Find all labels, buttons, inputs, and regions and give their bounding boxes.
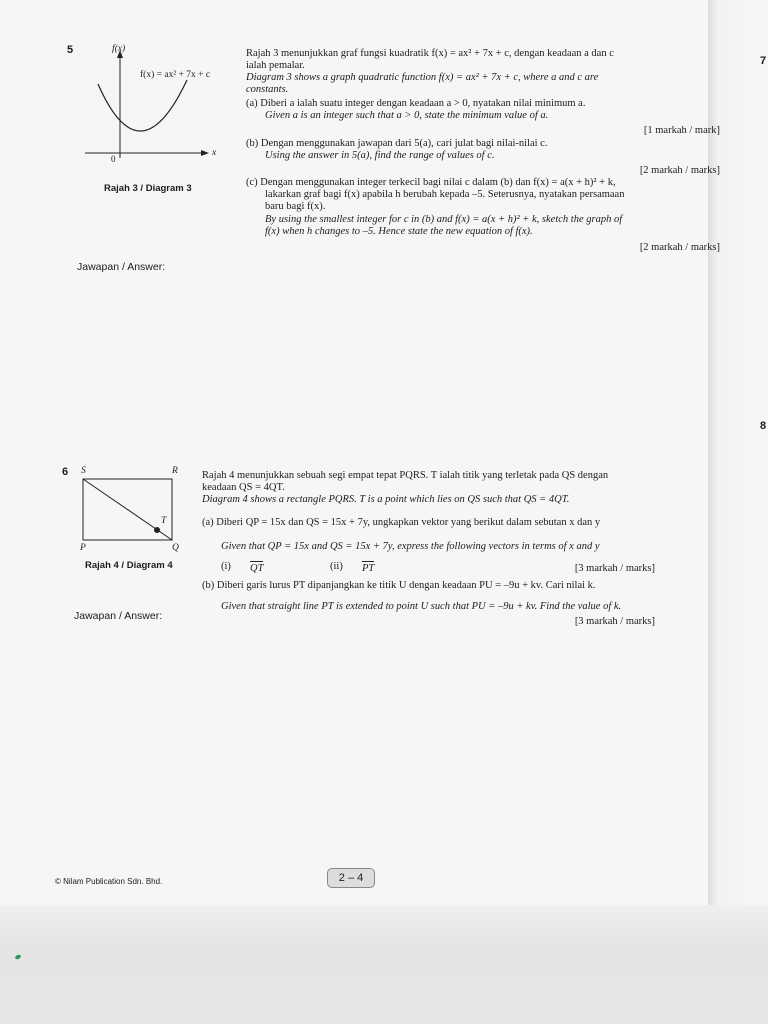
point-t-label: T — [161, 516, 167, 526]
diagram-caption: Rajah 4 / Diagram 4 — [85, 560, 173, 571]
quadratic-graph-diagram — [80, 40, 230, 170]
q5c-ms-1: (c) Dengan menggunakan integer terkecil bagi nilai c dalam (b) dan f(x) = a(x + h)² + k, — [246, 177, 616, 188]
scan-shadow — [0, 905, 768, 1024]
q6b-marks: [3 markah / marks] — [574, 616, 655, 627]
origin-label: 0 — [111, 154, 116, 164]
q5c-ms-2: lakarkan graf bagi f(x) apabila h berubah kepada –5. Seterusnya, nyatakan persamaan — [265, 189, 625, 200]
q6a-marks: [3 markah / marks] — [574, 563, 655, 574]
q6a-ms: (a) Diberi QP = 15x dan QS = 15x + 7y, ungkapkan vektor yang berikut dalam sebutan x dan y — [202, 517, 601, 528]
q6-intro-en: Diagram 4 shows a rectangle PQRS. T is a point which lies on QS such that QS = 4QT. — [202, 494, 570, 505]
q6b-ms: (b) Diberi garis lurus PT dipanjangkan ke titik U dengan keadaan PU = –9u + kv. Cari nilai k. — [202, 580, 596, 591]
q5a-en: Given a is an integer such that a > 0, state the minimum value of a. — [265, 110, 549, 121]
graph-equation-label: f(x) = ax² + 7x + c — [140, 70, 211, 80]
q6b-en: Given that straight line PT is extended to point U such that PU = –9u + kv. Find the value of k. — [221, 601, 622, 612]
q5b-ms: (b) Dengan menggunakan jawapan dari 5(a), cari julat bagi nilai-nilai c. — [246, 138, 548, 149]
point-t — [154, 527, 160, 533]
answer-label: Jawapan / Answer: — [74, 610, 163, 622]
vertex-p-label: P — [80, 543, 86, 553]
q6-intro-ms-1: Rajah 4 menunjukkan sebuah segi empat tepat PQRS. T ialah titik yang terletak pada QS dengan — [202, 470, 609, 481]
vertex-r-label: R — [172, 466, 178, 476]
q5-intro-en-2: constants. — [246, 84, 289, 95]
q5a-marks: [1 markah / mark] — [643, 125, 720, 136]
x-axis-arrow — [201, 150, 209, 156]
rectangle-pqrs-diagram — [80, 476, 180, 546]
q6a-part-i-vector: QT — [250, 563, 264, 574]
diagram-caption: Rajah 3 / Diagram 3 — [104, 183, 192, 194]
q5-intro-ms-1: Rajah 3 menunjukkan graf fungsi kuadratik f(x) = ax² + 7x + c, dengan keadaan a dan c — [246, 48, 614, 59]
q6-intro-ms-2: keadaan QS = 4QT. — [202, 482, 285, 493]
q5c-marks: [2 markah / marks] — [639, 242, 720, 253]
q6a-part-i-label: (i) — [221, 561, 231, 572]
adjacent-page-number: 8 — [760, 420, 767, 432]
parabola-curve — [98, 80, 187, 131]
q5c-en-1: By using the smallest integer for c in (b) and f(x) = a(x + h)² + k, sketch the graph of — [265, 214, 623, 225]
q5c-en-2: f(x) when h changes to –5. Hence state the new equation of f(x). — [265, 226, 533, 237]
q5-intro-ms-2: ialah pemalar. — [246, 60, 305, 71]
q5-intro-en-1: Diagram 3 shows a graph quadratic function f(x) = ax² + 7x + c, where a and c are — [246, 72, 599, 83]
answer-label: Jawapan / Answer: — [77, 261, 166, 273]
question-number: 6 — [62, 466, 69, 478]
y-axis-label: f(x) — [112, 44, 126, 54]
vertex-s-label: S — [81, 466, 86, 476]
q6a-part-ii-label: (ii) — [330, 561, 343, 572]
q6a-part-ii-vector: PT — [362, 563, 375, 574]
adjacent-page-number: 7 — [760, 55, 767, 67]
q5b-en: Using the answer in 5(a), find the range of values of c. — [265, 150, 495, 161]
vertex-q-label: Q — [172, 543, 179, 553]
q5b-marks: [2 markah / marks] — [639, 165, 720, 176]
question-number: 5 — [67, 44, 74, 56]
x-axis-label: x — [212, 148, 217, 158]
q5c-ms-3: baru bagi f(x). — [265, 201, 326, 212]
page-number: 2 – 4 — [327, 868, 375, 888]
copyright-notice: © Nilam Publication Sdn. Bhd. — [55, 877, 163, 886]
q5a-ms: (a) Diberi a ialah suatu integer dengan keadaan a > 0, nyatakan nilai minimum a. — [246, 98, 586, 109]
q6a-en: Given that QP = 15x and QS = 15x + 7y, express the following vectors in terms of x and y — [221, 541, 600, 552]
